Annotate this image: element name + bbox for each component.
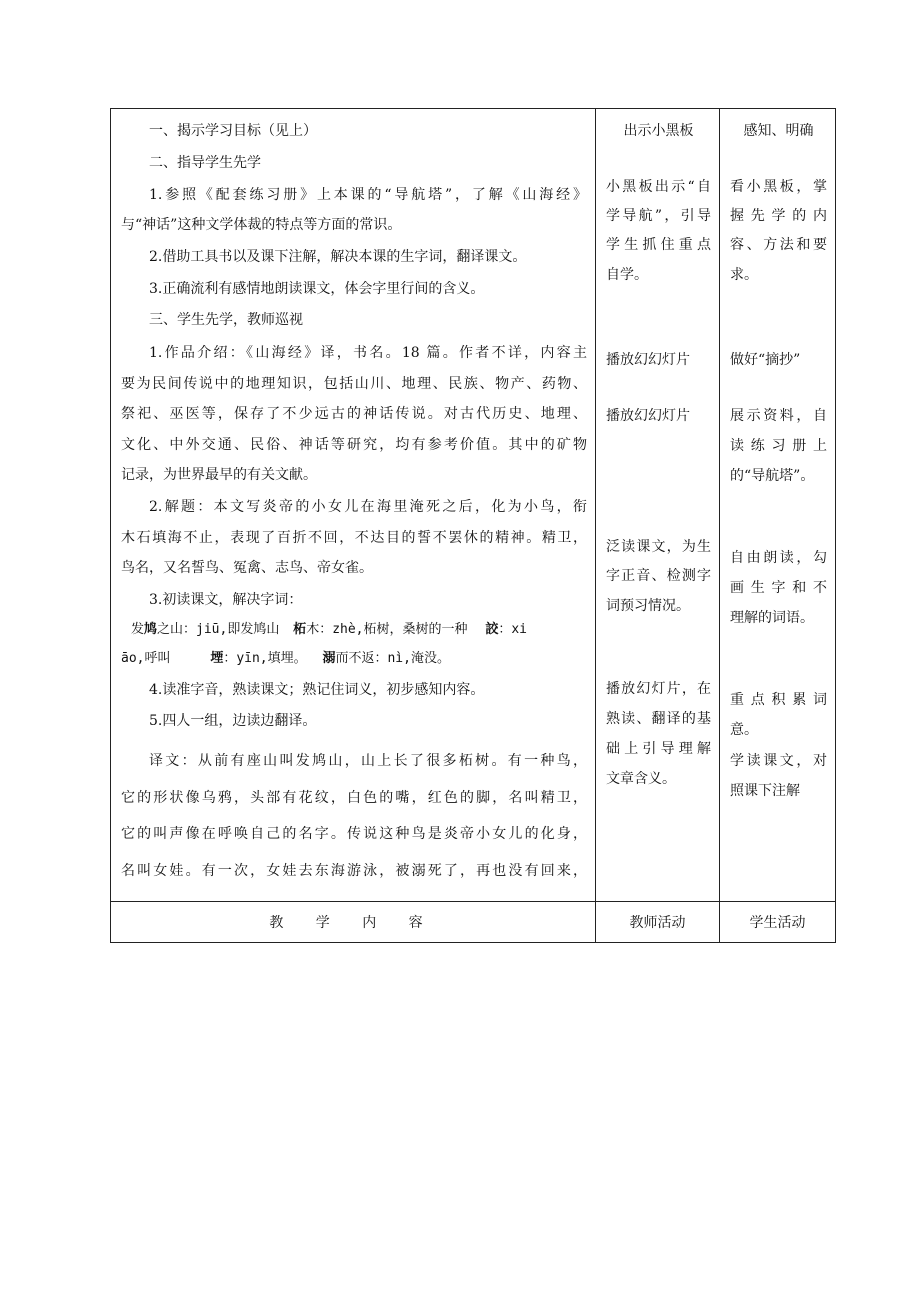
column-header-label: 教 学 内 容 [269, 915, 437, 931]
student-activity-text: 感知、明确 [743, 123, 814, 139]
student-activity-text: 理解的词语。 [730, 610, 814, 626]
vocab-character: 詨 [485, 622, 499, 637]
content-line: 鸟名，又名誓鸟、冤禽、志鸟、帝女雀。 [121, 560, 373, 576]
translation-line: 它的形状像乌鸦，头部有花纹，白色的嘴，红色的脚，名叫精卫， [121, 790, 587, 806]
content-line: 要为民间传说中的地理知识，包括山川、地理、民族、物产、药物、 [121, 376, 587, 392]
content-line: 祭祀、巫医等，保存了不少远古的神话传说。对古代历史、地理、 [121, 406, 587, 422]
vocab-text: āo,呼叫 [121, 651, 171, 666]
teacher-activity-text: 出示小黑板 [623, 123, 694, 139]
lesson-content-row [111, 109, 836, 902]
student-activity-text: 做好“摘抄” [730, 352, 801, 368]
teacher-activity-cell [596, 109, 720, 902]
table-header-row [111, 902, 836, 943]
translation-line: 它的叫声像在呼唤自己的名字。传说这种鸟是炎帝小女儿的化身， [121, 826, 587, 842]
teacher-activity-text: 字正音、检测字 [606, 568, 711, 584]
teaching-content-cell [111, 109, 596, 902]
column-header-student: 学生活动 [720, 902, 836, 943]
content-line: 1.参照《配套练习册》上本课的“导航塔”，了解《山海经》 [149, 187, 587, 203]
content-line: 4.读准字音，熟读课文；熟记住词义，初步感知内容。 [149, 682, 485, 698]
vocab-text: ：xi [498, 622, 527, 637]
vocab-text: ：yīn,填埋。 [223, 651, 307, 666]
translation-line: 名叫女娃。有一次，女娃去东海游泳，被溺死了，再也没有回来， [121, 863, 587, 879]
teacher-activity-text: 熟读、翻译的基 [606, 711, 711, 727]
teacher-activity-text: 泛读课文，为生 [606, 539, 711, 555]
vocab-text: 而不返：nì,淹没。 [335, 651, 450, 666]
content-line: 一、揭示学习目标（见上） [149, 123, 317, 139]
student-activity-text: 求。 [730, 267, 758, 283]
content-line: 1.作品介绍：《山海经》译，书名。18 篇。作者不详，内容主 [149, 345, 587, 361]
vocab-text: 之山：jiū,即发鸠山 [157, 622, 280, 637]
student-activity-text: 握先学的内 [730, 208, 827, 224]
vocab-text: 发 [131, 622, 145, 637]
student-activity-text: 容、方法和要 [730, 237, 827, 253]
content-line: 3.正确流利有感情地朗读课文，体会字里行间的含义。 [149, 281, 485, 297]
student-activity-text: 读练习册上 [730, 438, 827, 454]
lesson-plan-table [110, 108, 836, 943]
student-activity-text: 自由朗读，勾 [730, 550, 827, 566]
teacher-activity-text: 播放幻幻灯片 [606, 408, 690, 424]
content-line: 三、学生先学，教师巡视 [149, 312, 303, 328]
vocabulary-line [131, 620, 587, 640]
teacher-activity-text: 自学。 [606, 267, 648, 283]
student-activity-text: 照课下注解 [730, 783, 800, 799]
teacher-activity-text: 学生抓住重点 [606, 237, 711, 253]
teacher-activity-text: 播放幻灯片，在 [606, 681, 711, 697]
content-line: 记录，为世界最早的有关文献。 [121, 467, 317, 483]
student-activity-text: 画生字和不 [730, 580, 827, 596]
student-activity-text: 学读课文，对 [730, 753, 827, 769]
vocabulary-line [121, 649, 587, 669]
teacher-activity-text: 小黑板出示“自 [606, 179, 711, 195]
content-line: 与“神话”这种文学体裁的特点等方面的常识。 [121, 217, 402, 233]
student-activity-text: 意。 [730, 722, 758, 738]
teacher-activity-text: 词预习情况。 [606, 598, 690, 614]
student-activity-text: 展示资料，自 [730, 408, 827, 424]
content-line: 二、指导学生先学 [149, 155, 261, 171]
teacher-activity-text: 播放幻幻灯片 [606, 352, 690, 368]
vocab-character: 溺 [322, 651, 336, 666]
content-line: 木石填海不止，表现了百折不回，不达目的誓不罢休的精神。精卫， [121, 530, 587, 546]
vocab-character: 柘 [293, 622, 307, 637]
column-header-content [111, 902, 596, 943]
student-activity-text: 重点积累词 [730, 692, 827, 708]
column-header-teacher: 教师活动 [596, 902, 720, 943]
content-line: 5.四人一组，边读边翻译。 [149, 713, 317, 729]
teacher-activity-text: 学导航”，引导 [606, 208, 711, 224]
vocab-text: 木：zhè,柘树，桑树的一种 [306, 622, 468, 637]
student-activity-text: 看小黑板，掌 [730, 179, 827, 195]
teacher-activity-text: 文章含义。 [606, 771, 676, 787]
content-line: 2.借助工具书以及课下注解，解决本课的生字词，翻译课文。 [149, 249, 527, 265]
vocab-character: 鸠 [144, 622, 158, 637]
student-activity-text: 的“导航塔”。 [730, 468, 815, 484]
content-line: 2.解题：本文写炎帝的小女儿在海里淹死之后，化为小鸟，衔 [149, 499, 587, 515]
content-line: 3.初读课文，解决字词： [149, 592, 303, 608]
vocab-character: 堙 [210, 651, 224, 666]
content-line: 文化、中外交通、民俗、神话等研究，均有参考价值。其中的矿物 [121, 437, 587, 453]
translation-line: 译文：从前有座山叫发鸠山，山上长了很多柘树。有一种鸟， [149, 753, 587, 769]
teacher-activity-text: 础上引导理解 [606, 741, 711, 757]
student-activity-cell [720, 109, 836, 902]
